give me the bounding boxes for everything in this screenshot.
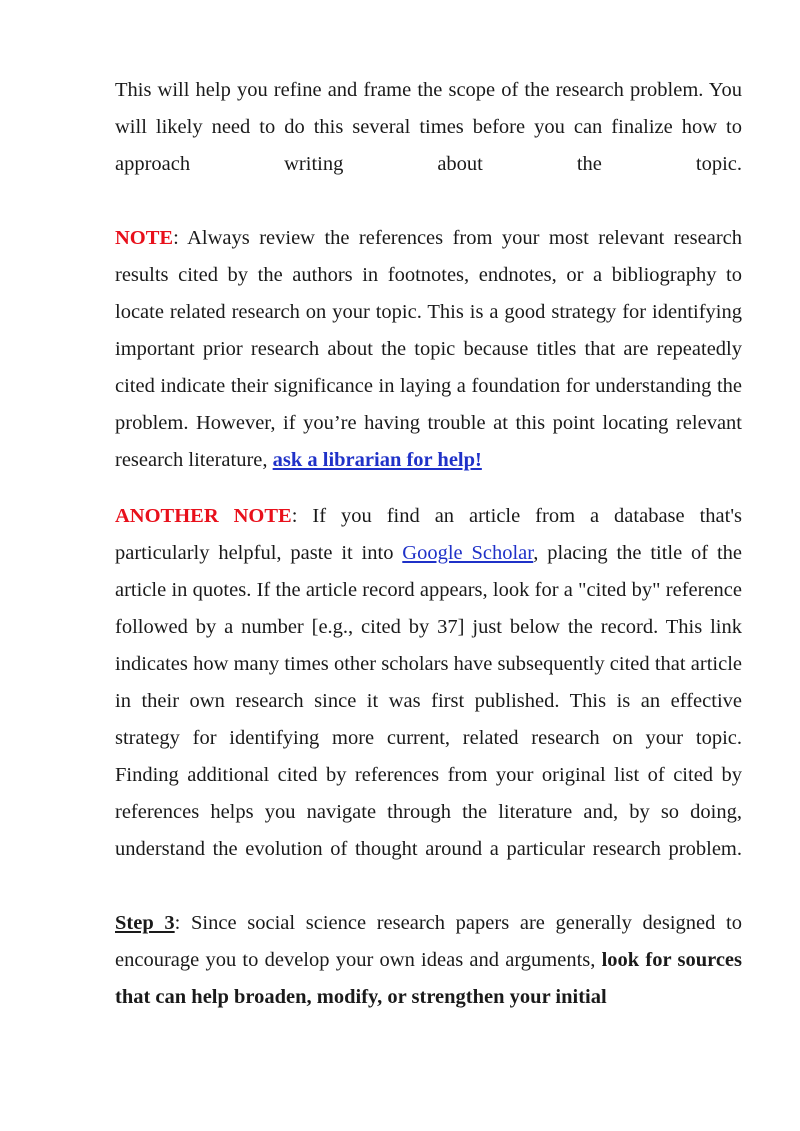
paragraph-scope-text: This will help you refine and frame the scope of the research problem. You will likely need to do this several times before you can finalize how to approach writing about the topic. xyxy=(115,79,742,175)
text-column xyxy=(115,72,742,1016)
another-note-text-after: , placing the title of the article in quotes. If the article record appears, look for a "cited by" reference followed by a number [e.g., cited by 37] just below the record. This link indicates how many times other scholars have subsequently cited that article in their own research since it was first published. This is an effective strategy for identifying more current, related research on your topic. Finding additional cited by references from your original list of cited by references helps you navigate through the literature and, by so doing, understand the evolution of thought around a particular research problem. xyxy=(115,542,743,860)
note-text: : Always review the references from your most relevant research results cited by the authors in footnotes, endnotes, or a bibliography to locate related research on your topic. This is a good strategy for identifying important prior research about the topic because titles that are repeatedly cited indicate their significance in laying a foundation for understanding the problem. However, if you’re having trouble at this point locating relevant research literature, xyxy=(115,227,742,471)
paragraph-note xyxy=(115,220,742,479)
another-note-text-before: : If you find an article from a database that's particularly helpful, paste it into xyxy=(115,505,743,564)
paragraph-step3 xyxy=(115,905,742,1016)
paragraph-another-note xyxy=(115,498,742,868)
step3-label: Step 3 xyxy=(115,912,175,934)
google-scholar-link[interactable]: Google Scholar xyxy=(402,542,534,564)
another-note-label: ANOTHER NOTE xyxy=(115,505,292,527)
paragraph-scope xyxy=(115,72,742,183)
step3-bold-text: look for sources that can help broaden, modify, or strengthen your initial xyxy=(115,949,742,1008)
ask-librarian-link[interactable]: ask a librarian for help! xyxy=(272,449,482,471)
note-label: NOTE xyxy=(115,227,174,249)
step3-text: : Since social science research papers are generally designed to encourage you to develop your own ideas and arguments, xyxy=(115,912,742,971)
